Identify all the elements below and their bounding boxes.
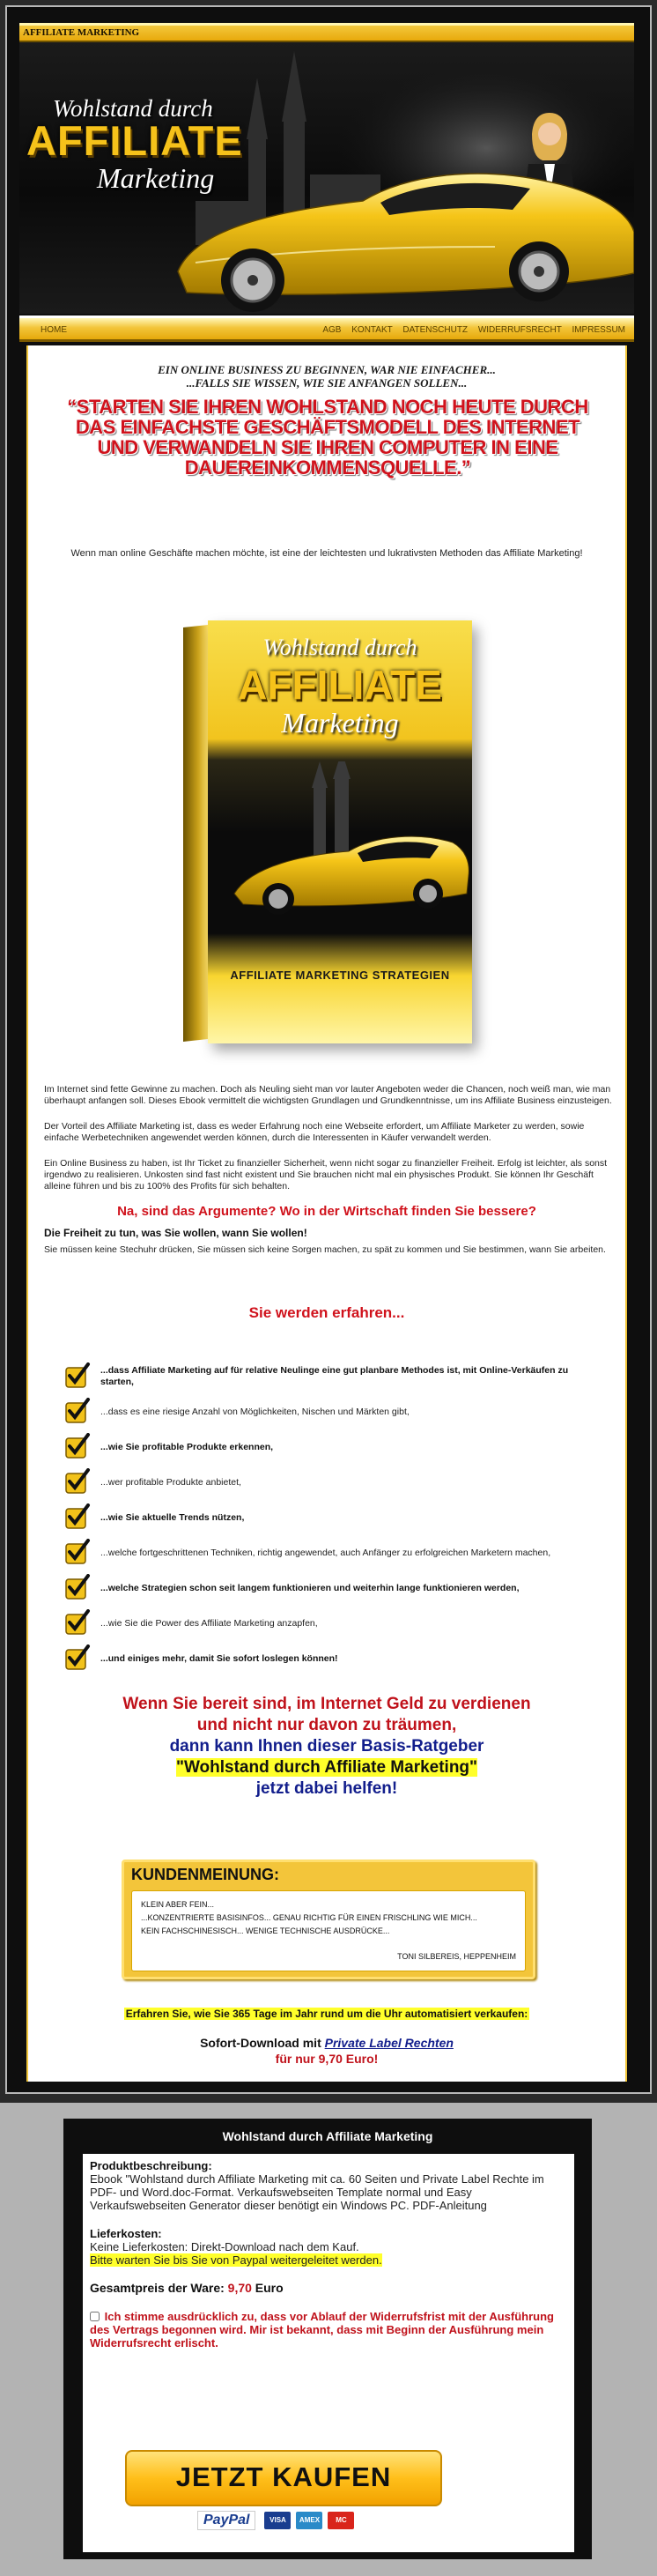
benefit-text: ...wie Sie aktuelle Trends nützen, [100,1511,245,1523]
review-body [131,1890,526,1971]
body-paragraph-2: Der Vorteil des Affiliate Marketing ist, dass es weder Erfahrung noch eine Webseite erfordert, um Affiliate Marketer zu werden, sowie einfache Werbetechniken angewendet werden können, durch die Interessenten in Käufer verwandelt werden. [44,1121,585,1143]
benefit-item [63,1535,592,1570]
benefit-item [63,1570,592,1606]
cta-line-2: und nicht nur davon zu träumen, [196,1716,457,1734]
consent-block [90,2310,567,2350]
cta-line-1: Wenn Sie bereit sind, im Internet Geld zu verdienen [122,1695,531,1713]
checkmark-icon [63,1468,92,1495]
benefit-item [63,1606,592,1641]
ebook-spine [183,625,208,1042]
ebook-title-line3: Marketing [281,707,399,739]
benefit-item [63,1394,592,1429]
benefit-item [63,1429,592,1465]
buy-now-button[interactable]: JETZT KAUFEN [125,2450,442,2506]
top-bar [19,23,634,42]
consent-checkbox[interactable] [90,2312,100,2321]
amex-card-icon: AMEX [296,2512,322,2529]
review-line-1: KLEIN ABER FEIN... [141,1900,215,1909]
ebook-title-line2: AFFILIATE [238,662,442,708]
lead-sentence: Wenn man online Geschäfte machen möchte, ist eine der leichtesten und lukrativsten Methoden das Affiliate Marketing! [70,548,583,559]
order-area [0,2103,657,2576]
benefit-text: ...welche fortgeschrittenen Techniken, richtig angewendet, auch Anfänger zu erfolgreichen Marketern machen, [100,1547,551,1558]
price-value: 9,70 [227,2281,252,2295]
header-title-line2: AFFILIATE [26,117,243,164]
checkmark-icon [63,1574,92,1600]
total-price [90,2282,567,2295]
cta-block [28,1694,625,1800]
visa-card-icon: VISA [264,2512,291,2529]
checkmark-icon [63,1609,92,1636]
ebook-cover [166,610,488,1066]
benefit-text: ...und einiges mehr, damit Sie sofort loslegen können! [100,1652,338,1664]
checkmark-icon [63,1503,92,1530]
benefit-item [63,1641,592,1676]
nav-link-kontakt[interactable]: KONTAKT [351,325,393,335]
benefit-list [63,1359,592,1676]
ebook-strategy-label: AFFILIATE MARKETING STRATEGIEN [230,969,450,982]
nav-link-agb[interactable]: AGB [322,325,342,335]
review-title: KUNDENMEINUNG: [131,1866,279,1883]
intro-tagline-line2: ...FALLS SIE WISSEN, WIE SIE ANFANGEN SOLLEN... [186,376,468,390]
nav-links [314,325,625,335]
checkmark-icon [63,1433,92,1459]
ebook-title-line1: Wohlstand durch [262,635,417,660]
benefit-text: ...wie Sie die Power des Affiliate Marketing anzapfen, [100,1617,318,1629]
main-headline: “STARTEN SIE IHREN WOHLSTAND NOCH HEUTE DURCH DAS EINFACHSTE GESCHÄFTSMODELL DES INTERNET UND VERWANDELN SIE IHREN COMPUTER IN EINE DAUEREINKOMMENSQUELLE.” [67,396,588,479]
auto-sell-line [28,2008,625,2020]
arguments-question: Na, sind das Argumente? Wo in der Wirtschaft finden Sie bessere? [117,1204,536,1219]
customer-review [122,1860,535,1979]
paypal-logo: PayPal [197,2511,255,2530]
ebook-front [208,620,472,1043]
nav-home-link[interactable]: HOME [41,325,67,335]
cta-line-5: jetzt dabei helfen! [255,1779,398,1798]
benefit-item [63,1500,592,1535]
benefit-text: ...wer profitable Produkte anbietet, [100,1476,241,1488]
paypal-notice: Bitte warten Sie bis Sie von Paypal weitergeleitet werden. [90,2253,382,2267]
delivery-text: Keine Lieferkosten: Direkt-Download nach dem Kauf. [90,2240,359,2253]
intro-tagline [28,363,625,390]
mastercard-icon: MC [328,2512,354,2529]
delivery-heading: Lieferkosten: [90,2227,162,2240]
order-form [83,2154,574,2552]
body-paragraph-4: Sie müssen keine Stechuhr drücken, Sie müssen sich keine Sorgen machen, zu spät zu kommen und Sie bestimmen, wann Sie arbeiten. [44,1244,606,1255]
cta-line-3: dann kann Ihnen dieser Basis-Ratgeber [169,1737,484,1756]
checkmark-icon [63,1644,92,1671]
checkmark-icon [63,1398,92,1424]
private-label-rights: Private Label Rechten [324,2036,454,2050]
checkmark-icon [63,1362,92,1389]
download-line [28,2036,625,2050]
benefit-text: ...dass es eine riesige Anzahl von Möglichkeiten, Nischen und Märkten gibt, [100,1406,410,1417]
header-banner [19,42,634,314]
benefit-item [63,1465,592,1500]
header-title-line3: Marketing [97,162,215,194]
consent-text: Ich stimme ausdrücklich zu, dass vor Ablauf der Widerrufsfrist mit der Ausführung des Vertrags begonnen wird. Mir ist bekannt, dass mit Beginn der Ausführung mein Widerrufsrecht erlischt. [90,2310,554,2350]
price-label: Gesamtpreis der Ware: [90,2281,225,2295]
body-paragraph-3: Ein Online Business zu haben, ist Ihr Ticket zu finanzieller Sicherheit, wenn nicht sogar zu finanzieller Freiheit. Erfolg ist leichter, als sonst irgendwo zu realisieren. Unkosten sind fast nicht existent und Sie brauchen nicht mal ein physisches Produkt. Sie können Ihr Geschäft alleine führen und bis zu 100% des Profits für sich behalten. [44,1158,608,1191]
price-teaser: für nur 9,70 Euro! [275,2052,379,2066]
payment-methods [197,2510,461,2531]
nav-link-impressum[interactable]: IMPRESSUM [572,325,625,335]
review-line-2: ...KONZENTRIERTE BASISINFOS... GENAU RICHTIG FÜR EINEN FRISCHLING WIE MICH... [141,1913,477,1922]
cta-line-4: "Wohlstand durch Affiliate Marketing" [175,1758,478,1777]
body-paragraph-1: Im Internet sind fette Gewinne zu machen. Doch als Neuling sieht man vor lauter Angeboten weder die Chancen, noch weiß man, wie man überhaupt anfangen soll. Dieses Ebook vermittelt die wichtigsten Grundlagen und Grundkenntnisse, um ins Affiliate Business einzusteigen. [44,1084,612,1106]
nav-link-widerrufsrecht[interactable]: WIDERRUFSRECHT [477,325,562,335]
content-area [26,345,627,2082]
benefit-item [63,1359,592,1394]
benefit-text: ...wie Sie profitable Produkte erkennen, [100,1441,274,1452]
order-title: Wohlstand durch Affiliate Marketing [222,2129,433,2143]
top-bar-title: AFFILIATE MARKETING [23,27,140,38]
product-description: Ebook "Wohlstand durch Affiliate Marketing mit ca. 60 Seiten und Private Label Rechte im PDF- und Word.doc-Format. Verkaufswebseiten Template normal und Easy Verkaufswebseiten Generator dieser benötigt ein Windows PC. PDF-Anleitung [90,2172,544,2212]
checkmark-icon [63,1539,92,1565]
review-author: TONI SILBEREIS, HEPPENHEIM [397,1952,516,1961]
freedom-heading: Die Freiheit zu tun, was Sie wollen, wann Sie wollen! [44,1227,307,1239]
price-currency: Euro [255,2281,284,2295]
ebook-car-illustration [208,761,472,938]
review-line-3: KEIN FACHSCHINESISCH... WENIGE TECHNISCHE AUSDRÜCKE... [141,1926,390,1935]
benefit-text: ...welche Strategien schon seit langem funktionieren und weiterhin lange funktionieren werden, [100,1582,520,1593]
product-description-heading: Produktbeschreibung: [90,2159,212,2172]
nav-link-datenschutz[interactable]: DATENSCHUTZ [402,325,469,335]
sports-car [178,174,634,312]
intro-tagline-line1: EIN ONLINE BUSINESS ZU BEGINNEN, WAR NIE EINFACHER... [158,363,496,376]
download-prefix: Sofort-Download mit [200,2036,321,2050]
nav-bar [19,316,634,342]
order-box [63,2119,592,2559]
header-title-line1: Wohlstand durch [53,95,213,122]
auto-sell-text: Erfahren Sie, wie Sie 365 Tage im Jahr rund um die Uhr automatisiert verkaufen: [125,2008,528,2020]
learn-heading: Sie werden erfahren... [248,1304,405,1321]
benefit-text: ...dass Affiliate Marketing auf für relative Neulinge eine gut planbare Methodes ist, mit Online-Verkäufen zu starten, [100,1365,569,1387]
